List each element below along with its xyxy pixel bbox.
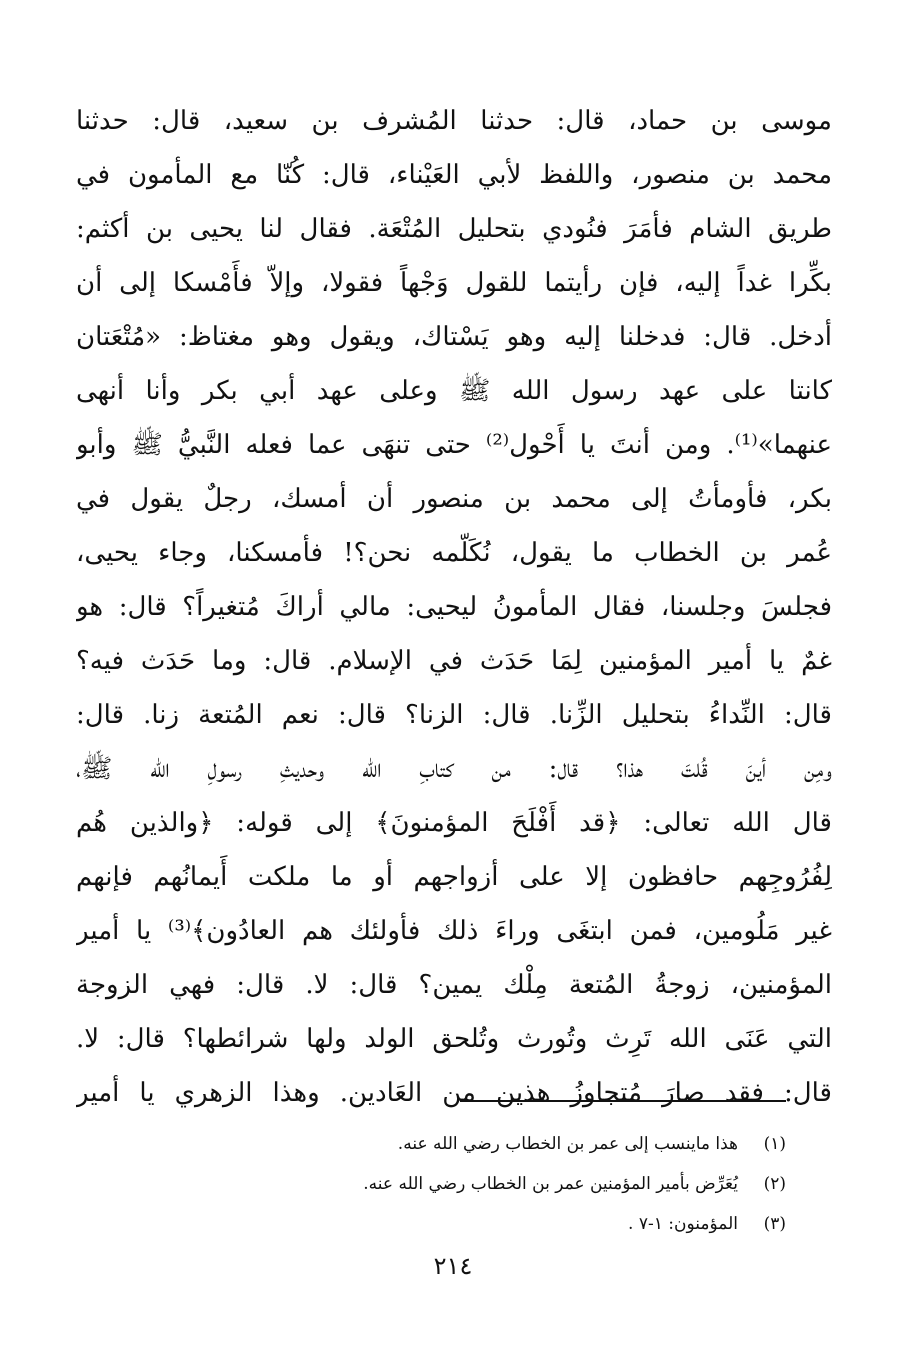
- page-number: ٢١٤: [433, 1252, 473, 1280]
- footnote-item: [200, 1124, 786, 1164]
- footnote-number: (٢): [763, 1174, 786, 1194]
- text-line: بكِّرا غداً إليه، فإن رأيتما للقول وَجْهاً فقولا، وإلاّ فأَمْسكا إلى أن: [76, 268, 832, 298]
- footnote-item: [200, 1164, 786, 1204]
- text-line: طريق الشام فأمَرَ فنُودي بتحليل المُتْعَة. فقال لنا يحيى بن أكثم:: [76, 214, 832, 244]
- text-line: المؤمنين، زوجةُ المُتعة مِلْك يمين؟ قال: لا. قال: فهي الزوجة: [76, 970, 832, 1000]
- text-line: قال: النِّداءُ بتحليل الزِّنا. قال: الزنا؟ قال: نعم المُتعة زنا. قال:: [76, 700, 832, 730]
- footnote-text: المؤمنون: ١-٧ .: [628, 1214, 738, 1234]
- text-line: قال: فقد صارَ مُتجاوزُ هذين من العَادين. وهذا الزهري يا أمير: [76, 1078, 832, 1108]
- text-line: عنهما»⁽¹⁾. ومن أنتَ يا أَحْول⁽²⁾ حتى تنهَى عما فعله النَّبيُّ ﷺ وأبو: [76, 430, 832, 460]
- text-line: غمٌ يا أمير المؤمنين لِمَا حَدَث في الإسلام. قال: وما حَدَث فيه؟: [76, 646, 832, 676]
- footnote-number: (٣): [763, 1214, 786, 1234]
- footnote-text: هذا ماينسب إلى عمر بن الخطاب رضي الله عنه.: [397, 1134, 738, 1154]
- text-line: غير مَلُومين، فمن ابتغَى وراءَ ذلك فأولئك هم العادُون﴾⁽³⁾ يا أمير: [76, 916, 832, 946]
- text-line: بكر، فأومأتُ إلى محمد بن منصور أن أمسك، رجلٌ يقول في: [76, 484, 832, 514]
- text-line: ومِن أينَ قُلتَ هذا؟ قال: من كتابِ الله وحديثِ رسولِ الله ﷺ،: [76, 754, 832, 784]
- text-line: التي عَنَى الله تَرِث وتُورث وتُلحق الولد ولها شرائطها؟ قال: لا.: [76, 1024, 832, 1054]
- text-line: محمد بن منصور، واللفظ لأبي العَيْناء، قال: كُنّا مع المأمون في: [76, 160, 832, 190]
- footnotes-block: [200, 1124, 786, 1244]
- text-line: كانتا على عهد رسول الله ﷺ وعلى عهد أبي بكر وأنا أنهى: [76, 376, 832, 406]
- text-line: فجلسَ وجلسنا، فقال المأمونُ ليحيى: مالي أراكَ مُتغيراً؟ قال: هو: [76, 592, 832, 622]
- text-line: لِفُرُوجِهم حافظون إلا على أزواجهم أو ما ملكت أَيمانُهم فإنهم: [76, 862, 832, 892]
- footnote-number: (١): [763, 1134, 786, 1154]
- footnote-separator: [460, 1100, 786, 1102]
- text-line: موسى بن حماد، قال: حدثنا المُشرف بن سعيد، قال: حدثنا: [76, 106, 832, 136]
- text-line: عُمر بن الخطاب ما يقول، نُكَلّمه نحن؟! فأمسكنا، وجاء يحيى،: [76, 538, 832, 568]
- main-text-block: [76, 94, 832, 1120]
- text-line: أدخل. قال: فدخلنا إليه وهو يَسْتاك، ويقول وهو مغتاظ: «مُتْعَتان: [76, 322, 832, 352]
- footnote-text: يُعَرِّض بأمير المؤمنين عمر بن الخطاب رضي الله عنه.: [363, 1174, 738, 1194]
- text-line: قال الله تعالى: ﴿قد أَفْلَحَ المؤمنونَ﴾ إلى قوله: ﴿والذين هُم: [76, 808, 832, 838]
- footnote-item: [200, 1204, 786, 1244]
